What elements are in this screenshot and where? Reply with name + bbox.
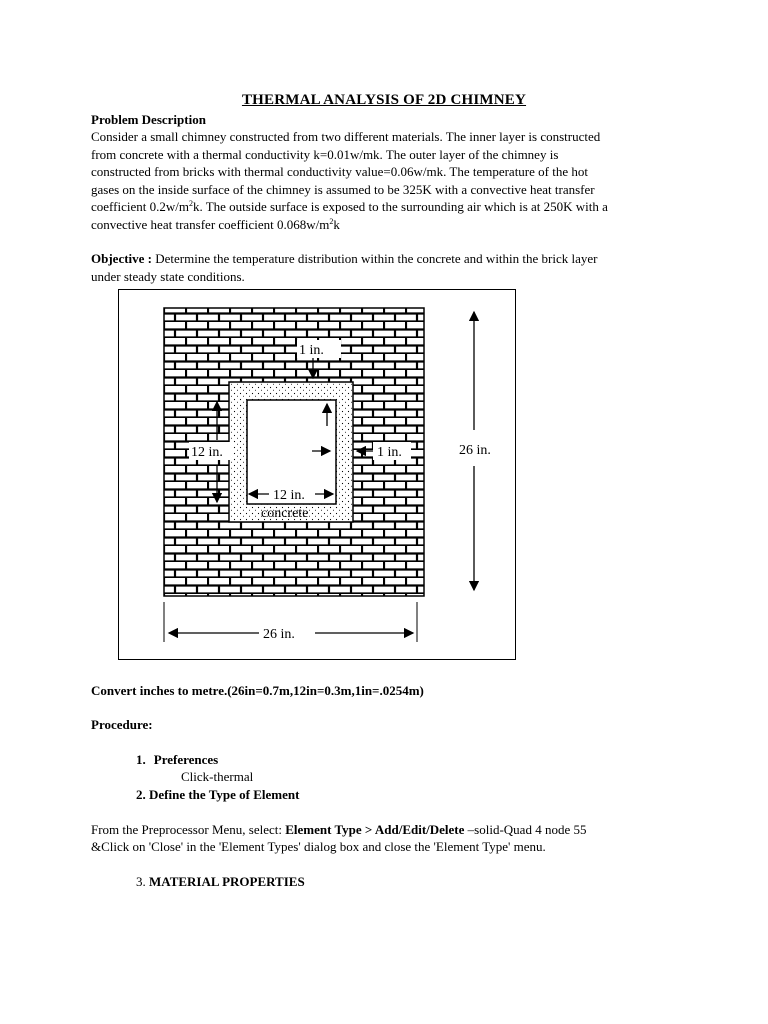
objective-line-2: under steady state conditions. xyxy=(91,268,245,284)
problem-description xyxy=(91,128,678,234)
label-12in-bottom: 12 in. xyxy=(273,488,305,503)
problem-line-1: Consider a small chimney constructed from two different materials. The inner layer is constructed xyxy=(91,129,601,144)
step-3 xyxy=(136,874,305,890)
step-1 xyxy=(136,752,218,768)
chimney-figure xyxy=(118,289,516,660)
objective xyxy=(91,250,678,285)
objective-text: Determine the temperature distribution within the concrete and within the brick layer xyxy=(152,251,598,266)
preprocessor-line-2: &Click on 'Close' in the 'Element Types' dialog box and close the 'Element Type' menu. xyxy=(91,839,546,854)
preprocessor-text-c: –solid-Quad 4 node 55 xyxy=(464,822,587,837)
procedure-heading: Procedure: xyxy=(91,717,153,732)
preprocessor-line-1 xyxy=(91,822,586,838)
label-1in-right: 1 in. xyxy=(377,445,402,460)
preprocessor-path: Element Type > Add/Edit/Delete xyxy=(285,822,465,837)
step-1-number: 1. xyxy=(136,752,146,767)
label-26in-bottom: 26 in. xyxy=(263,627,295,642)
problem-line-6a: convective heat transfer coefficient 0.068w/m xyxy=(91,216,330,232)
step-2: 2. Define the Type of Element xyxy=(136,787,300,802)
step-1-sub: Click-thermal xyxy=(181,769,254,784)
objective-line-1 xyxy=(91,250,678,268)
problem-line-5a: coefficient 0.2w/m xyxy=(91,199,189,215)
document-title: THERMAL ANALYSIS OF 2D CHIMNEY xyxy=(241,92,527,108)
label-26in-right: 26 in. xyxy=(459,443,491,458)
convert-note: Convert inches to metre.(26in=0.7m,12in=0.3m,1in=.0254m) xyxy=(91,683,424,698)
objective-label: Objective : xyxy=(91,251,153,266)
label-1in-top: 1 in. xyxy=(299,343,324,358)
step-3-number: 3. xyxy=(136,874,149,889)
problem-line-2: from concrete with a thermal conductivity k=0.01w/mk. The outer layer of the chimney is xyxy=(91,146,559,162)
preprocessor-text-a: From the Preprocessor Menu, select: xyxy=(91,822,286,837)
superscript-2: 2 xyxy=(188,199,193,209)
step-1-label: Preferences xyxy=(153,752,219,767)
problem-line-6b: k xyxy=(333,216,340,232)
chimney-diagram xyxy=(119,290,516,660)
problem-line-5b: k. The outside surface is exposed to the surrounding air which is at 250K with a xyxy=(192,199,608,215)
problem-line-6 xyxy=(91,216,678,234)
problem-line-4: gases on the inside surface of the chimney is assumed to be 325K with a convective heat transfer xyxy=(91,181,595,197)
step-3-label: MATERIAL PROPERTIES xyxy=(149,874,305,889)
problem-line-5 xyxy=(91,198,678,216)
label-concrete: concrete xyxy=(261,506,309,521)
problem-heading: Problem Description xyxy=(91,112,206,127)
superscript-2b: 2 xyxy=(329,216,334,226)
label-12in-left: 12 in. xyxy=(191,445,223,460)
problem-line-3: constructed from bricks with thermal conductivity value=0.06w/mk. The temperature of the hot xyxy=(91,164,588,180)
